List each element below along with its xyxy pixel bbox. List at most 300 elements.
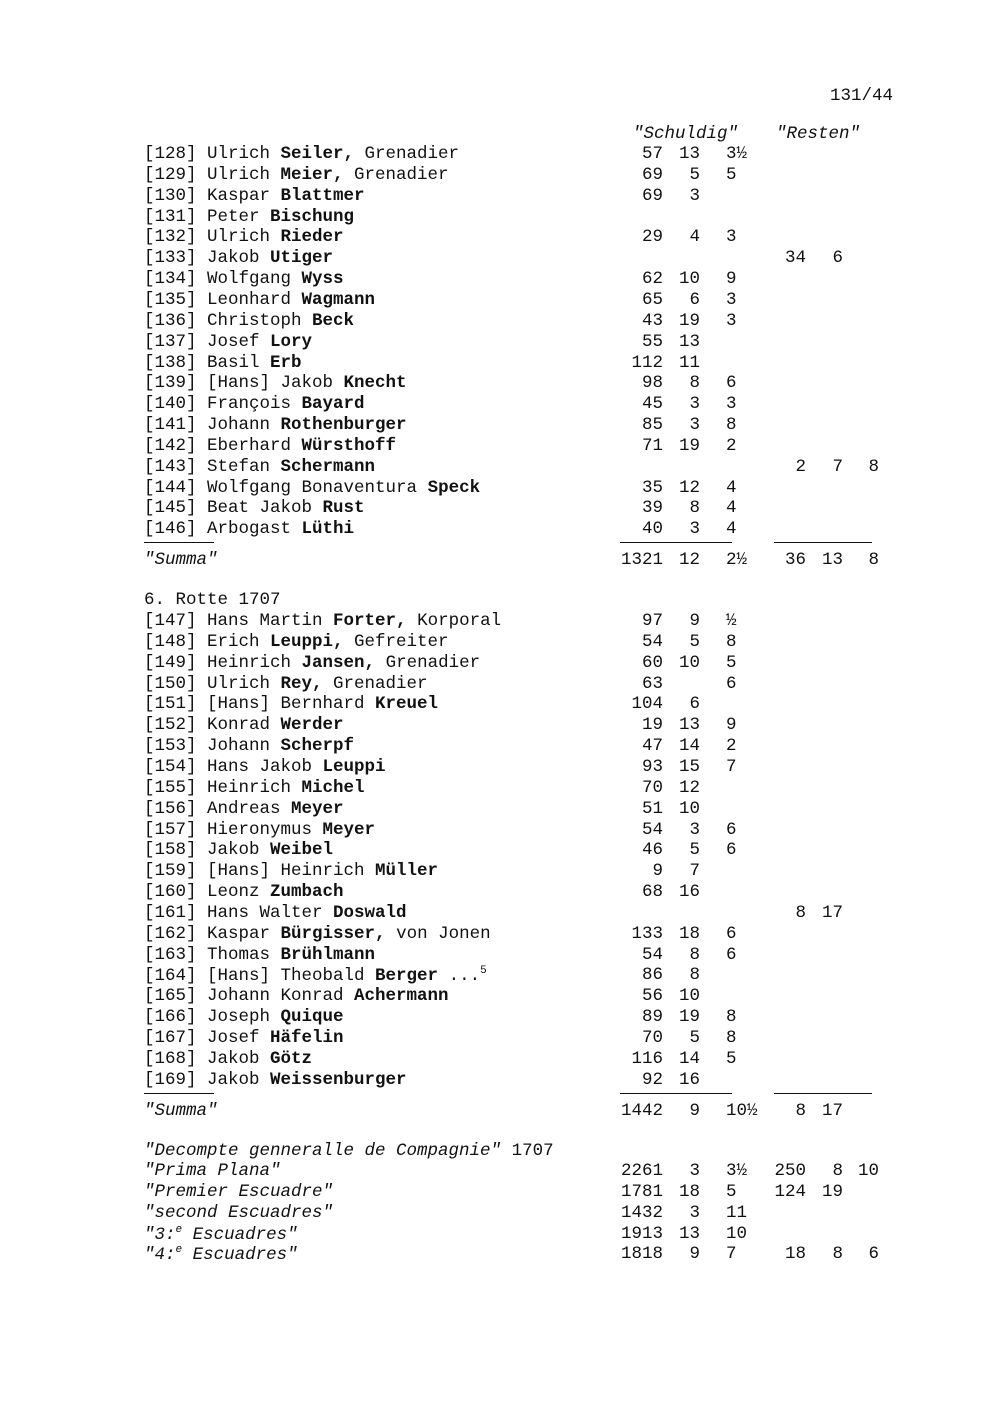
entry-id: [139] <box>144 373 197 394</box>
surname: Utiger <box>270 248 334 269</box>
amount-cell: 14 <box>678 736 700 757</box>
role: Gefreiter <box>343 631 449 652</box>
amount-cell: 124 <box>774 1181 806 1202</box>
amount-cell: 5 <box>726 164 737 185</box>
amount-cell: 2261 <box>620 1161 663 1181</box>
ledger-row <box>144 290 884 311</box>
amount-cell: 10 <box>726 1223 748 1244</box>
surname: Rey, <box>280 673 323 694</box>
first-name: Johann Konrad <box>196 986 355 1007</box>
decompte-row <box>144 1203 884 1224</box>
amount-cell: 35 <box>641 477 663 498</box>
ledger-row <box>144 186 884 207</box>
amount-cell: 6 <box>832 248 843 269</box>
amount-cell: 10 <box>857 1161 879 1181</box>
person-name <box>144 144 459 164</box>
amount-cell: 16 <box>678 1069 700 1090</box>
amount-cell: 3½ <box>726 1161 748 1181</box>
amount-cell: 62 <box>641 269 663 290</box>
amount-cell: 8 <box>868 550 879 570</box>
person-name <box>144 311 354 331</box>
ledger-row <box>144 757 884 778</box>
amount-cell: 69 <box>641 164 663 185</box>
entry-id: [164] <box>144 966 197 987</box>
amount-cell: 112 <box>631 352 663 373</box>
amount-cell: 7 <box>689 861 700 882</box>
entry-id: [169] <box>144 1069 197 1090</box>
amount-cell: 1442 <box>620 1101 663 1121</box>
amount-cell: 34 <box>784 248 806 269</box>
role: Grenadier <box>354 144 460 164</box>
amount-cell: 12 <box>678 477 700 498</box>
surname: Forter, <box>333 611 407 631</box>
amount-cell: 8 <box>689 498 700 519</box>
person-name <box>144 353 302 373</box>
amount-cell: 3 <box>689 415 700 436</box>
amount-cell: 9 <box>689 611 700 631</box>
ledger-row <box>144 248 884 269</box>
decompte-title-italic: "Decompte genneralle de Compagnie" <box>144 1141 502 1161</box>
amount-cell: 19 <box>821 1181 843 1202</box>
person-name <box>144 882 344 902</box>
ledger-row <box>144 632 884 653</box>
amount-cell: 1432 <box>620 1202 663 1223</box>
amount-cell: 9 <box>726 715 737 736</box>
entry-id: [145] <box>144 498 197 519</box>
amount-cell: 54 <box>641 631 663 652</box>
entry-id: [154] <box>144 756 197 777</box>
amount-cell: 3 <box>726 310 737 331</box>
entry-id: [160] <box>144 882 197 903</box>
amount-cell: 3 <box>689 394 700 415</box>
surname: Wyss <box>301 269 344 290</box>
entry-id: [137] <box>144 331 197 352</box>
amount-cell: 19 <box>678 1007 700 1028</box>
surname: Weibel <box>270 840 334 861</box>
amount-cell: 5 <box>689 164 700 185</box>
surname: Meyer <box>291 798 344 819</box>
surname: Götz <box>270 1048 313 1069</box>
person-name <box>144 965 487 986</box>
first-name: Kaspar <box>196 185 281 206</box>
surname: Meyer <box>322 819 376 840</box>
amount-cell: 3 <box>689 1161 700 1181</box>
surname: Meier, <box>280 164 344 185</box>
entry-id: [158] <box>144 840 197 861</box>
label-sup: e <box>175 1244 183 1257</box>
ledger-row <box>144 861 884 882</box>
first-name: Ulrich <box>196 164 281 185</box>
entry-id: [133] <box>144 248 197 269</box>
first-name: Eberhard <box>196 435 302 456</box>
amount-cell: 29 <box>641 227 663 248</box>
role: Grenadier <box>343 164 449 185</box>
amount-cell: 54 <box>641 944 663 965</box>
first-name: Ulrich <box>196 144 281 164</box>
amount-cell: 13 <box>678 715 700 736</box>
ledger-row <box>144 415 884 436</box>
amount-cell: 93 <box>641 756 663 777</box>
amount-cell: 6 <box>689 289 700 310</box>
person-name <box>144 415 407 435</box>
amount-cell: 85 <box>641 415 663 436</box>
amount-cell: 92 <box>641 1069 663 1090</box>
first-name: Heinrich <box>196 777 302 798</box>
amount-cell: 9 <box>652 861 663 882</box>
first-name: [Hans] Bernhard <box>196 694 376 715</box>
surname: Berger <box>375 966 439 987</box>
role: von Jonen <box>385 923 491 944</box>
ledger-row <box>144 1007 884 1028</box>
person-name <box>144 945 375 965</box>
first-name: Jakob <box>196 248 271 269</box>
amount-cell: 17 <box>821 1101 843 1121</box>
entry-id: [143] <box>144 456 197 477</box>
amount-cell: 10½ <box>726 1101 758 1121</box>
amount-cell: 2 <box>726 736 737 757</box>
amount-cell: 6 <box>689 694 700 715</box>
entry-id: [155] <box>144 777 197 798</box>
surname: Wagmann <box>301 289 376 310</box>
entry-id: [162] <box>144 923 197 944</box>
label-pre: "4: <box>144 1245 176 1266</box>
ledger-row <box>144 353 884 374</box>
entry-id: [163] <box>144 944 197 965</box>
entry-id: [166] <box>144 1007 197 1028</box>
decompte-row <box>144 1224 884 1245</box>
first-name: Leonz <box>196 882 271 903</box>
first-name: Ulrich <box>196 673 281 694</box>
first-name: Basil <box>196 352 271 373</box>
first-name: Arbogast <box>196 519 302 540</box>
entry-id: [151] <box>144 694 197 715</box>
surname: Beck <box>312 310 355 331</box>
person-name <box>144 207 354 227</box>
amount-cell: 1781 <box>620 1181 663 1202</box>
entry-id: [132] <box>144 227 197 248</box>
amount-cell: 18 <box>678 1181 700 1202</box>
person-name <box>144 903 407 923</box>
underline-schuldig <box>620 542 732 543</box>
amount-cell: 65 <box>641 289 663 310</box>
amount-cell: 63 <box>641 673 663 694</box>
amount-cell: 8 <box>726 631 737 652</box>
amount-cell: 5 <box>726 1048 737 1069</box>
ledger-row <box>144 694 884 715</box>
ledger-row <box>144 986 884 1007</box>
decompte-label: "Prima Plana" <box>144 1161 281 1181</box>
person-name <box>144 290 375 310</box>
amount-cell: 56 <box>641 986 663 1007</box>
first-name: Thomas <box>196 944 281 965</box>
first-name: [Hans] Theobald <box>196 966 376 987</box>
person-name <box>144 269 344 289</box>
person-name <box>144 611 501 631</box>
entry-id: [168] <box>144 1048 197 1069</box>
entry-id: [146] <box>144 519 197 540</box>
first-name: Johann <box>196 415 281 436</box>
amount-cell: 18 <box>784 1244 806 1265</box>
person-name <box>144 519 354 539</box>
amount-cell: 8 <box>726 1007 737 1028</box>
amount-cell: 15 <box>678 756 700 777</box>
amount-cell: 13 <box>678 331 700 352</box>
surname: Knecht <box>343 373 407 394</box>
first-name: [Hans] Heinrich <box>196 861 376 882</box>
decompte-row <box>144 1182 884 1203</box>
amount-cell: 86 <box>641 965 663 986</box>
amount-cell: 6 <box>726 673 737 694</box>
ledger-row <box>144 1070 884 1091</box>
amount-cell: 8 <box>795 1101 806 1121</box>
amount-cell: 36 <box>784 550 806 570</box>
entry-id: [144] <box>144 477 197 498</box>
decompte-row <box>144 1161 884 1182</box>
ledger-row <box>144 311 884 332</box>
decompte-label: "second Escuadres" <box>144 1202 334 1223</box>
amount-cell: 2 <box>726 435 737 456</box>
first-name: Hans Jakob <box>196 756 323 777</box>
person-name <box>144 799 344 819</box>
amount-cell: 7 <box>832 456 843 477</box>
amount-cell: 16 <box>678 882 700 903</box>
amount-cell: 17 <box>821 902 843 923</box>
first-name: Hans Martin <box>196 611 334 631</box>
amount-cell: 71 <box>641 435 663 456</box>
amount-cell: 68 <box>641 882 663 903</box>
amount-cell: 1321 <box>620 550 663 570</box>
amount-cell: 6 <box>726 923 737 944</box>
first-name: Jakob <box>196 840 271 861</box>
amount-cell: 8 <box>832 1244 843 1265</box>
entry-id: [156] <box>144 798 197 819</box>
surname: Häfelin <box>270 1028 344 1048</box>
person-name <box>144 820 375 840</box>
first-name: Wolfgang <box>196 269 302 290</box>
amount-cell: 12 <box>678 550 700 570</box>
amount-cell: 6 <box>726 373 737 394</box>
role: Grenadier <box>322 673 428 694</box>
amount-cell: 10 <box>678 652 700 673</box>
first-name: Jakob <box>196 1069 271 1090</box>
amount-cell: 89 <box>641 1007 663 1028</box>
ledger-row <box>144 478 884 499</box>
amount-cell: 57 <box>641 144 663 164</box>
amount-cell: 46 <box>641 840 663 861</box>
surname: Michel <box>301 777 365 798</box>
role: Korporal <box>406 611 502 631</box>
amount-cell: 2 <box>795 456 806 477</box>
amount-cell: 55 <box>641 331 663 352</box>
ledger-row <box>144 653 884 674</box>
surname: Scherpf <box>280 736 355 757</box>
first-name: Beat Jakob <box>196 498 323 519</box>
amount-cell: 13 <box>678 1223 700 1244</box>
first-name: Hans Walter <box>196 902 334 923</box>
first-name: Christoph <box>196 310 313 331</box>
ledger-row <box>144 1028 884 1049</box>
surname: Lory <box>270 331 313 352</box>
entry-id: [152] <box>144 715 197 736</box>
decompte-year: 1707 <box>501 1141 554 1161</box>
decompte-row <box>144 1244 884 1265</box>
ledger-row <box>144 457 884 478</box>
amount-cell: 19 <box>678 435 700 456</box>
amount-cell: 70 <box>641 777 663 798</box>
ledger-row <box>144 498 884 519</box>
first-name: Kaspar <box>196 923 281 944</box>
person-name <box>144 373 407 393</box>
surname: Leuppi <box>322 756 386 777</box>
amount-cell: 6 <box>726 819 737 840</box>
person-name <box>144 694 438 714</box>
decompte-label <box>144 1244 298 1265</box>
person-name <box>144 632 449 652</box>
amount-cell: 6 <box>726 944 737 965</box>
amount-cell: 13 <box>821 550 843 570</box>
entry-id: [136] <box>144 310 197 331</box>
surname: Jansen, <box>301 652 376 673</box>
amount-cell: 6 <box>868 1244 879 1265</box>
surname: Schermann <box>280 456 376 477</box>
amount-cell: 6 <box>726 840 737 861</box>
ledger-row <box>144 924 884 945</box>
surname: Blattmer <box>280 185 365 206</box>
person-name <box>144 394 365 414</box>
amount-cell: 4 <box>726 498 737 519</box>
amount-cell: 5 <box>726 1181 737 1202</box>
first-name: Leonhard <box>196 289 302 310</box>
person-name <box>144 757 386 777</box>
person-name <box>144 840 333 860</box>
amount-cell: 5 <box>726 652 737 673</box>
entry-id: [140] <box>144 394 197 415</box>
amount-cell: 4 <box>689 227 700 248</box>
amount-cell: 54 <box>641 819 663 840</box>
person-name <box>144 924 491 944</box>
surname: Lüthi <box>301 519 355 540</box>
person-name <box>144 248 333 268</box>
entry-id: [129] <box>144 164 197 185</box>
person-name <box>144 1007 344 1027</box>
ledger-row <box>144 144 884 165</box>
amount-cell: 250 <box>774 1161 806 1181</box>
surname: Speck <box>427 477 481 498</box>
entry-id: [167] <box>144 1028 197 1048</box>
label-pre: "3: <box>144 1224 176 1245</box>
person-name <box>144 861 438 881</box>
underline-schuldig <box>620 1093 732 1094</box>
entry-id: [165] <box>144 986 197 1007</box>
amount-cell: 10 <box>678 986 700 1007</box>
amount-cell: 8 <box>726 415 737 436</box>
amount-cell: ½ <box>726 611 737 631</box>
amount-cell: 3½ <box>726 144 748 164</box>
amount-cell: 3 <box>689 519 700 540</box>
person-name <box>144 498 365 518</box>
entry-id: [142] <box>144 435 197 456</box>
amount-cell: 5 <box>689 1028 700 1048</box>
summa-label: "Summa" <box>144 550 218 570</box>
surname: Müller <box>375 861 439 882</box>
amount-cell: 133 <box>631 923 663 944</box>
entry-id: [134] <box>144 269 197 290</box>
amount-cell: 39 <box>641 498 663 519</box>
label-sup: e <box>175 1223 183 1236</box>
amount-cell: 5 <box>689 631 700 652</box>
decompte-label: "Premier Escuadre" <box>144 1181 334 1202</box>
entry-id: [148] <box>144 631 197 652</box>
amount-cell: 51 <box>641 798 663 819</box>
first-name: Hieronymus <box>196 819 323 840</box>
entry-id: [141] <box>144 415 197 436</box>
ledger-row <box>144 207 884 228</box>
amount-cell: 3 <box>726 289 737 310</box>
ledger-row <box>144 611 884 632</box>
label-post: Escuadres" <box>182 1224 298 1245</box>
surname: Seiler, <box>280 144 355 164</box>
surname: Würsthoff <box>301 435 397 456</box>
amount-cell: 47 <box>641 736 663 757</box>
amount-cell: 40 <box>641 519 663 540</box>
summa-label: "Summa" <box>144 1101 218 1121</box>
amount-cell: 11 <box>678 352 700 373</box>
first-name: Heinrich <box>196 652 302 673</box>
decompte-title <box>144 1141 884 1162</box>
header-schuldig: "Schuldig" <box>633 124 739 144</box>
underline-left <box>144 1093 214 1094</box>
entry-id: [150] <box>144 673 197 694</box>
amount-cell: 11 <box>726 1202 748 1223</box>
ledger-row <box>144 373 884 394</box>
amount-cell: 8 <box>795 902 806 923</box>
entry-id: [147] <box>144 611 197 631</box>
surname: Brühlmann <box>280 944 376 965</box>
amount-cell: 19 <box>641 715 663 736</box>
first-name: Erich <box>196 631 271 652</box>
ledger-row <box>144 820 884 841</box>
person-name <box>144 227 344 247</box>
entry-id: [157] <box>144 819 197 840</box>
ledger-row <box>144 332 884 353</box>
surname: Zumbach <box>270 882 344 903</box>
surname: Rieder <box>280 227 344 248</box>
first-name: Peter <box>196 206 271 227</box>
surname: Rust <box>322 498 365 519</box>
ledger-row <box>144 394 884 415</box>
role: Grenadier <box>375 652 481 673</box>
amount-cell: 116 <box>631 1048 663 1069</box>
amount-cell: 4 <box>726 519 737 540</box>
person-name <box>144 736 354 756</box>
amount-cell: 45 <box>641 394 663 415</box>
amount-cell: 3 <box>726 227 737 248</box>
first-name: Wolfgang Bonaventura <box>196 477 428 498</box>
underline-resten <box>774 1093 872 1094</box>
person-name <box>144 1049 312 1069</box>
first-name: [Hans] Jakob <box>196 373 344 394</box>
amount-cell: 1818 <box>620 1244 663 1265</box>
ledger-row <box>144 903 884 924</box>
amount-cell: 8 <box>832 1161 843 1181</box>
amount-cell: 7 <box>726 756 737 777</box>
person-name <box>144 478 480 498</box>
amount-cell: 9 <box>689 1101 700 1121</box>
ledger-row <box>144 519 884 540</box>
underline-left <box>144 542 214 543</box>
decompte-label <box>144 1224 298 1245</box>
underline-resten <box>774 542 872 543</box>
